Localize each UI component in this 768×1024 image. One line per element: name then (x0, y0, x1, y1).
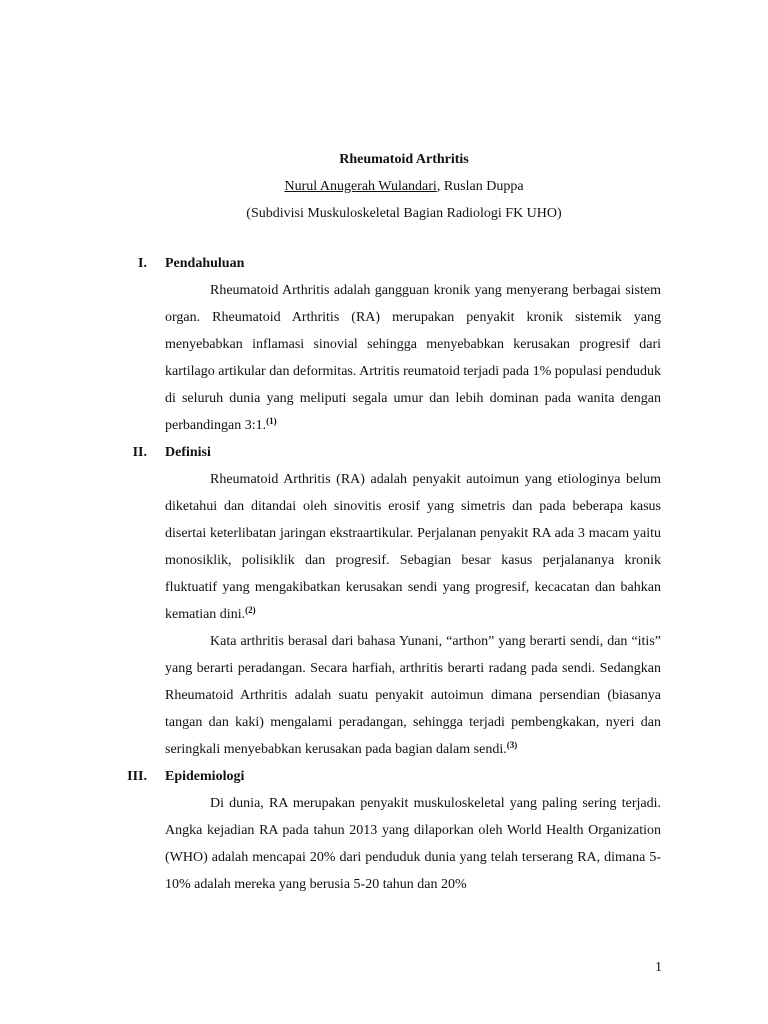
section-number: II. (132, 445, 147, 460)
section-definisi (0, 439, 768, 763)
section-heading (0, 439, 768, 466)
primary-author: Nurul Anugerah Wulandari (284, 179, 437, 194)
section-title: Epidemiologi (165, 769, 245, 784)
paragraph-text: Di dunia, RA merupakan penyakit muskuloskeletal yang paling sering terjadi. Angka kejadian RA pada tahun 2013 yang dilaporkan oleh World Health Organization (WHO) adalah mencapai 20% dari penduduk dunia yang telah terserang RA, dimana 5-10% adalah mereka yang berusia 5-20 tahun dan 20% (165, 796, 661, 892)
co-author: , Ruslan Duppa (436, 179, 524, 194)
section-number: I. (138, 256, 147, 271)
page-number: 1 (655, 960, 662, 975)
paragraph-text: Rheumatoid Arthritis (RA) adalah penyakit autoimun yang etiologinya belum diketahui dan ditandai oleh sinovitis erosif yang simetris dan pada beberapa kasus disertai keterlibatan jaringan ekstraartikular. Perjalanan penyakit RA ada 3 macam yaitu monosiklik, polisiklik dan progresif. Sebagian besar kasus perjalananya kronik fluktuatif yang mengakibatkan kerusakan sendi yang progresif, kecacatan dan bahkan kematian dini. (165, 472, 661, 622)
section-number: III. (127, 769, 147, 784)
author-line (0, 173, 768, 200)
section-heading (0, 763, 768, 790)
affiliation: (Subdivisi Muskuloskeletal Bagian Radiologi FK UHO) (246, 206, 562, 221)
paragraph (165, 466, 661, 628)
section-heading (0, 250, 768, 277)
citation-ref: (2) (245, 605, 256, 615)
document-header (0, 146, 768, 227)
paragraph (165, 790, 661, 898)
citation-ref: (1) (266, 416, 277, 426)
document-body (0, 250, 768, 898)
paragraph-text: Rheumatoid Arthritis adalah gangguan kronik yang menyerang berbagai sistem organ. Rheumatoid Arthritis (RA) merupakan penyakit kronik sistemik yang menyebabkan inflamasi sinovial sehingga menyebabkan kerusakan progresif dari kartilago artikular dan deformitas. Artritis reumatoid terjadi pada 1% populasi penduduk di seluruh dunia yang meliputi segala umur dan lebih dominan pada wanita dengan perbandingan 3:1. (165, 283, 661, 433)
paragraph-text: Kata arthritis berasal dari bahasa Yunani, “arthon” yang berarti sendi, dan “itis” yang berarti peradangan. Secara harfiah, arthritis berarti radang pada sendi. Sedangkan Rheumatoid Arthritis adalah suatu penyakit autoimun dimana persendian (biasanya tangan dan kaki) mengalami peradangan, sehingga terjadi pembengkakan, nyeri dan seringkali menyebabkan kerusakan pada bagian dalam sendi. (165, 634, 661, 757)
document-title: Rheumatoid Arthritis (339, 152, 469, 167)
section-pendahuluan (0, 250, 768, 439)
paragraph (165, 628, 661, 763)
section-epidemiologi (0, 763, 768, 898)
section-title: Definisi (165, 445, 211, 460)
citation-ref: (3) (506, 740, 518, 750)
section-title: Pendahuluan (165, 256, 245, 271)
paragraph (165, 277, 661, 439)
